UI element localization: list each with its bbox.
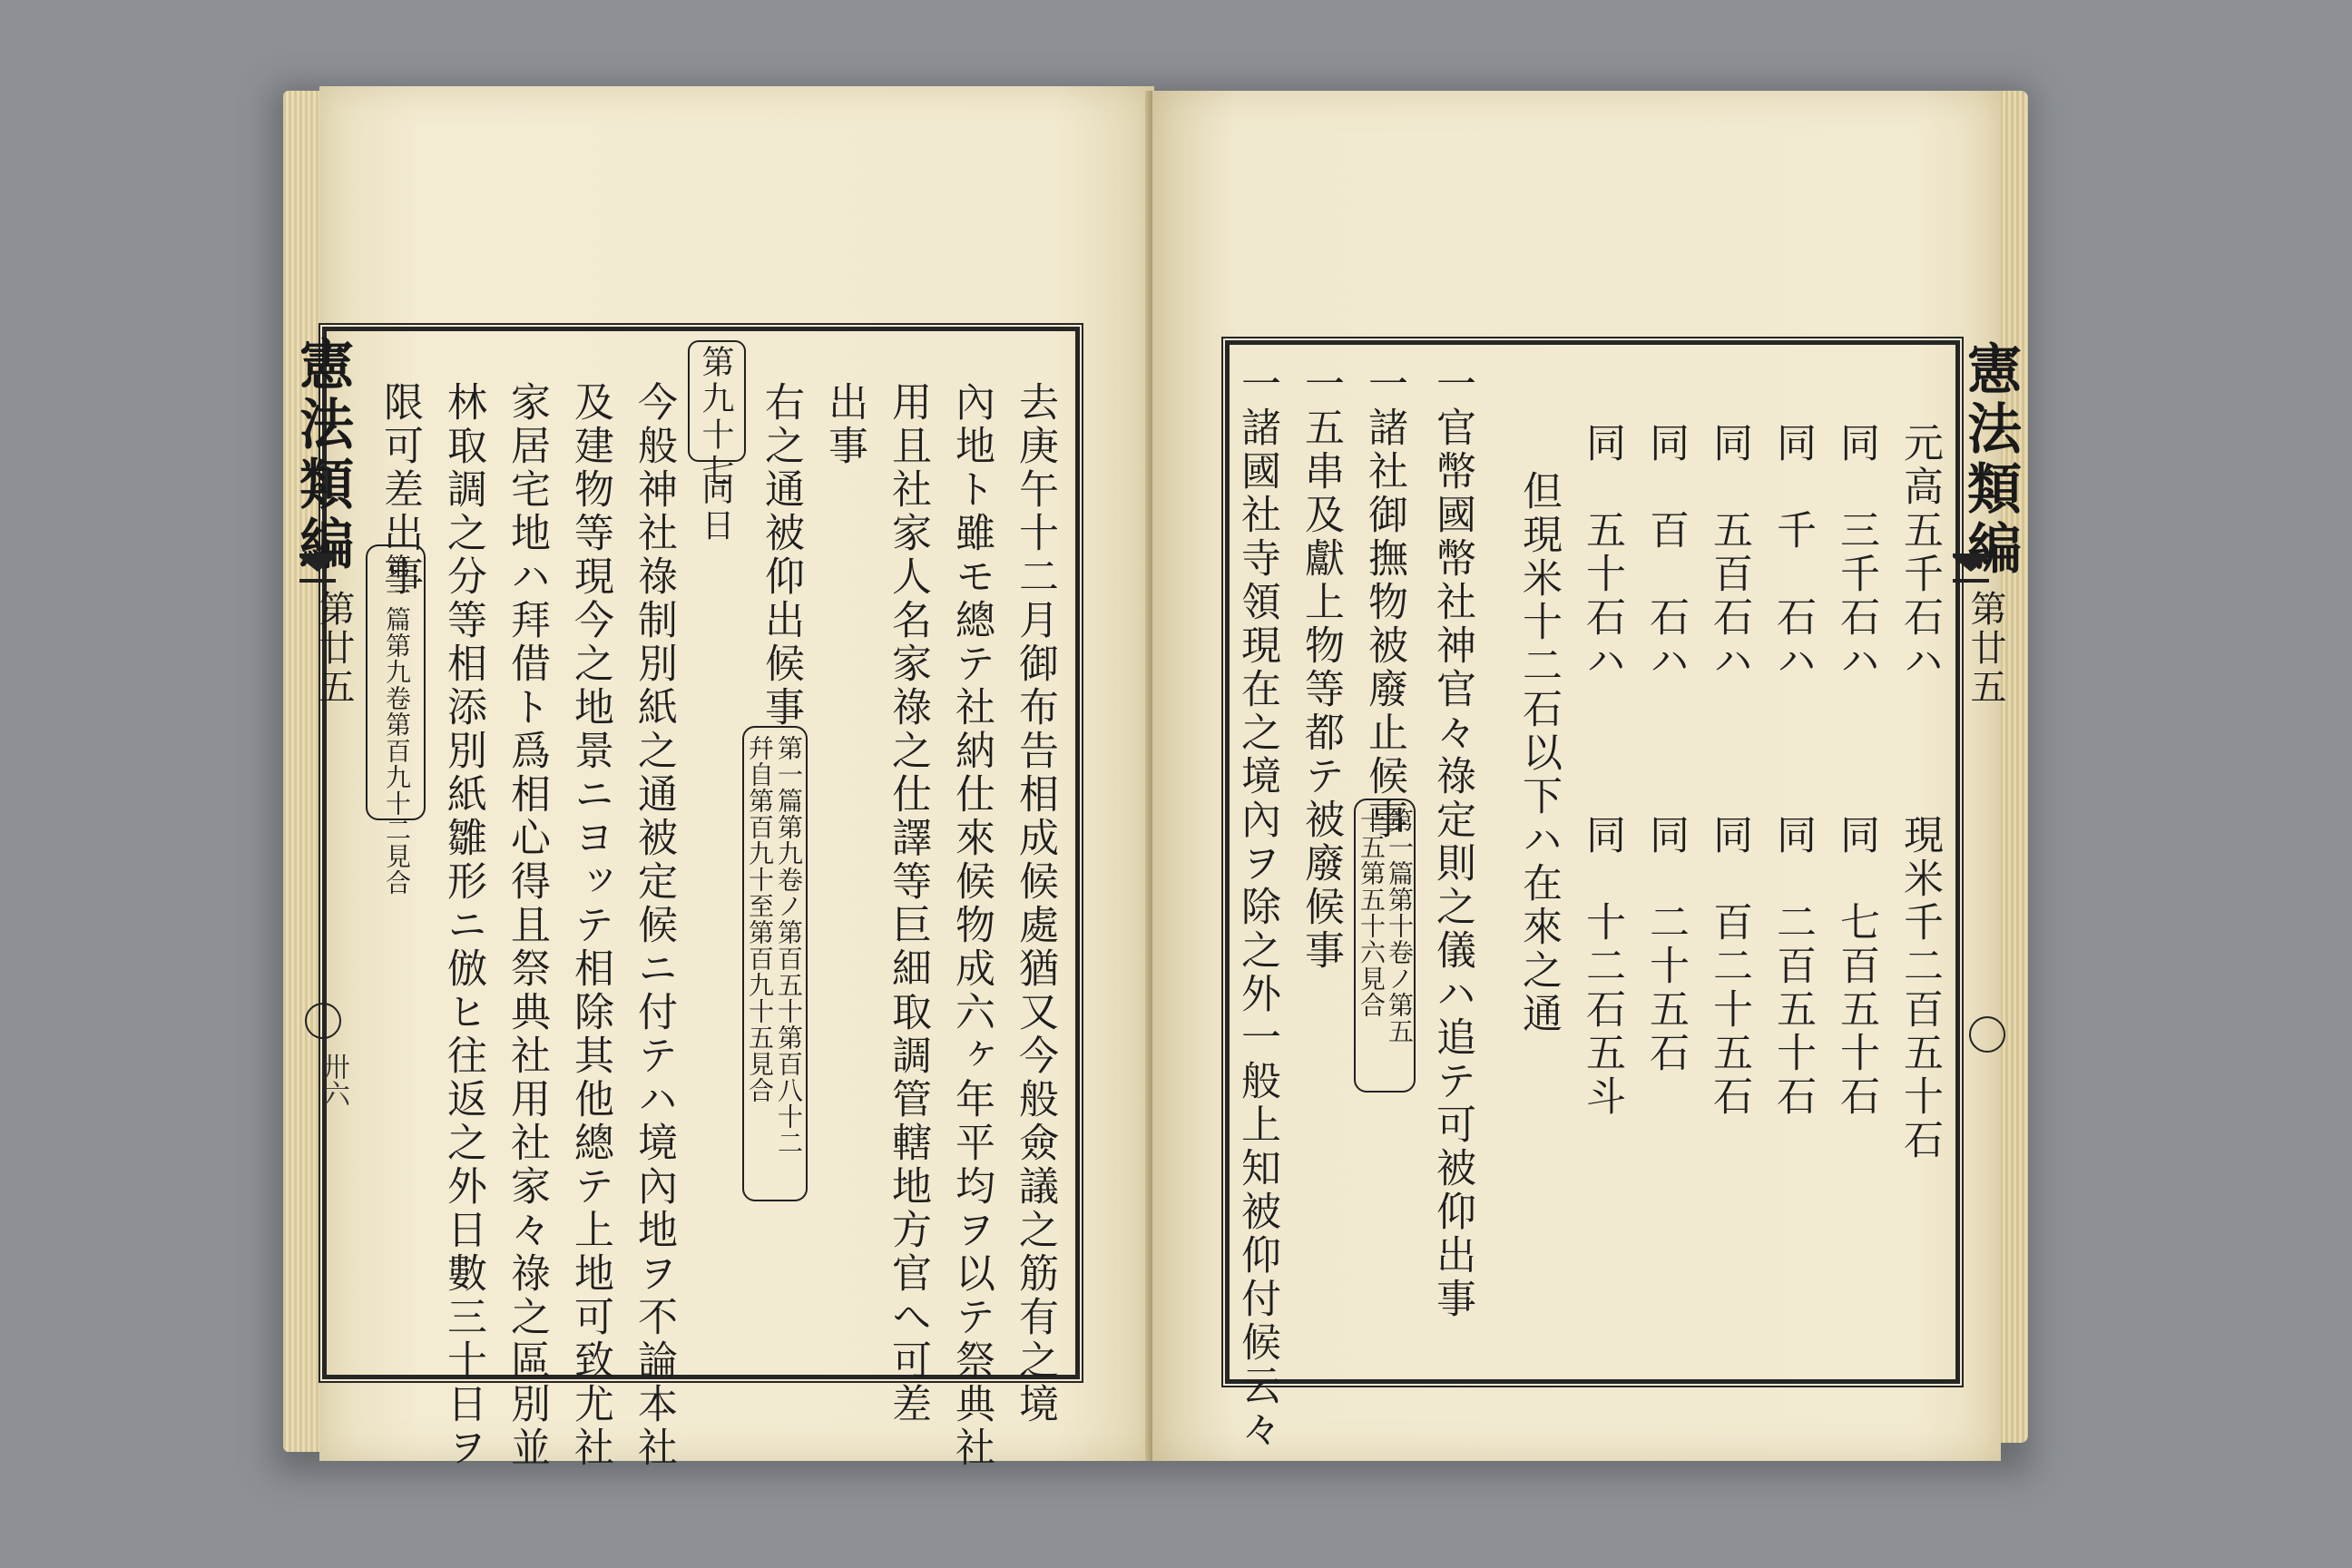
right-col-1: 元高五千石ハ 現米千二百五十石 [1896, 422, 1943, 1162]
left-col-1: 去庚午十二月御布告相成候處猶又今般僉議之筋有之境 [1012, 381, 1058, 1426]
left-col-3: 用且社家人名家祿之仕譯等巨細取調管轄地方官へ可差 [885, 381, 931, 1426]
right-col-10: 一五串及獻上物等都テ被廢候事 [1298, 363, 1344, 973]
right-margin-number: 第廿五 [1965, 590, 2006, 707]
left-margin-number: 第廿五 [313, 590, 355, 707]
right-col-6: 同 五十石ハ 同 十二石五斗 [1579, 422, 1625, 1119]
right-col-5: 同 百 石ハ 同 二十五石 [1642, 422, 1689, 1075]
left-col-8: 今般神社祿制別紙之通被定候ニ付テハ境內地ヲ不論本社 [631, 381, 677, 1470]
left-fold-circle [305, 1003, 341, 1039]
right-note-1: 第一篇第十卷ノ第五 [1385, 808, 1415, 1044]
right-col-9: 一諸社御撫物被廢止候事 [1361, 363, 1407, 842]
right-col-8: 一官幣國幣社神官々祿定則之儀ハ追テ可被仰出事 [1429, 363, 1475, 1321]
right-col-11: 一諸國社寺領現在之境內ヲ除之外一般上知被仰付候云々 [1234, 363, 1280, 1452]
right-margin-title: 憲法類編 [1958, 340, 2022, 580]
right-col-3: 同 千 石ハ 同 二百五十石 [1769, 422, 1816, 1119]
left-col-5: 右之通被仰出候事 [758, 381, 804, 730]
right-fishtail-mark [1953, 554, 1989, 583]
left-col-4: 出事 [821, 381, 867, 468]
left-col-2: 內地ト雖モ總テ社納仕來候物成六ヶ年平均ヲ以テ祭典社 [948, 381, 995, 1470]
right-col-7: 但現米十二石以下ハ在來之通 [1515, 426, 1562, 1036]
left-fishtail-mark [299, 554, 336, 583]
left-col-12: 限可差出事 [377, 381, 423, 599]
left-col-9: 及建物等現今之地景ニヨッテ相除其他總テ上地可致尤社 [567, 381, 613, 1470]
left-col-10: 家居宅地ハ拜借ト爲相心得且祭典社用社家々祿之區別並 [504, 381, 550, 1470]
right-col-4: 同 五百石ハ 同 百二十五石 [1706, 422, 1752, 1119]
left-same-day: 同日 [697, 472, 734, 544]
right-note-2: 十五第五十六見合 [1357, 808, 1387, 1018]
left-col-11: 林取調之分等相添別紙雛形ニ倣ヒ往返之外日數三十日ヲ [440, 381, 486, 1470]
left-note-2: 幷自第百九十至第百九十五見合 [745, 735, 775, 1103]
left-folio: 卅六 [318, 1053, 349, 1107]
left-article-number: 第九十七 [697, 345, 734, 490]
left-margin-title: 憲法類編 [290, 336, 354, 575]
left-page-edges [283, 91, 324, 1452]
left-note-3: 第一篇第九卷第百九十二見合 [382, 554, 412, 896]
right-col-2: 同 三千石ハ 同 七百五十石 [1833, 422, 1879, 1119]
left-note-1: 第一篇第九卷ノ第百五十第百八十二 [774, 735, 804, 1156]
right-fold-circle [1969, 1016, 2005, 1053]
